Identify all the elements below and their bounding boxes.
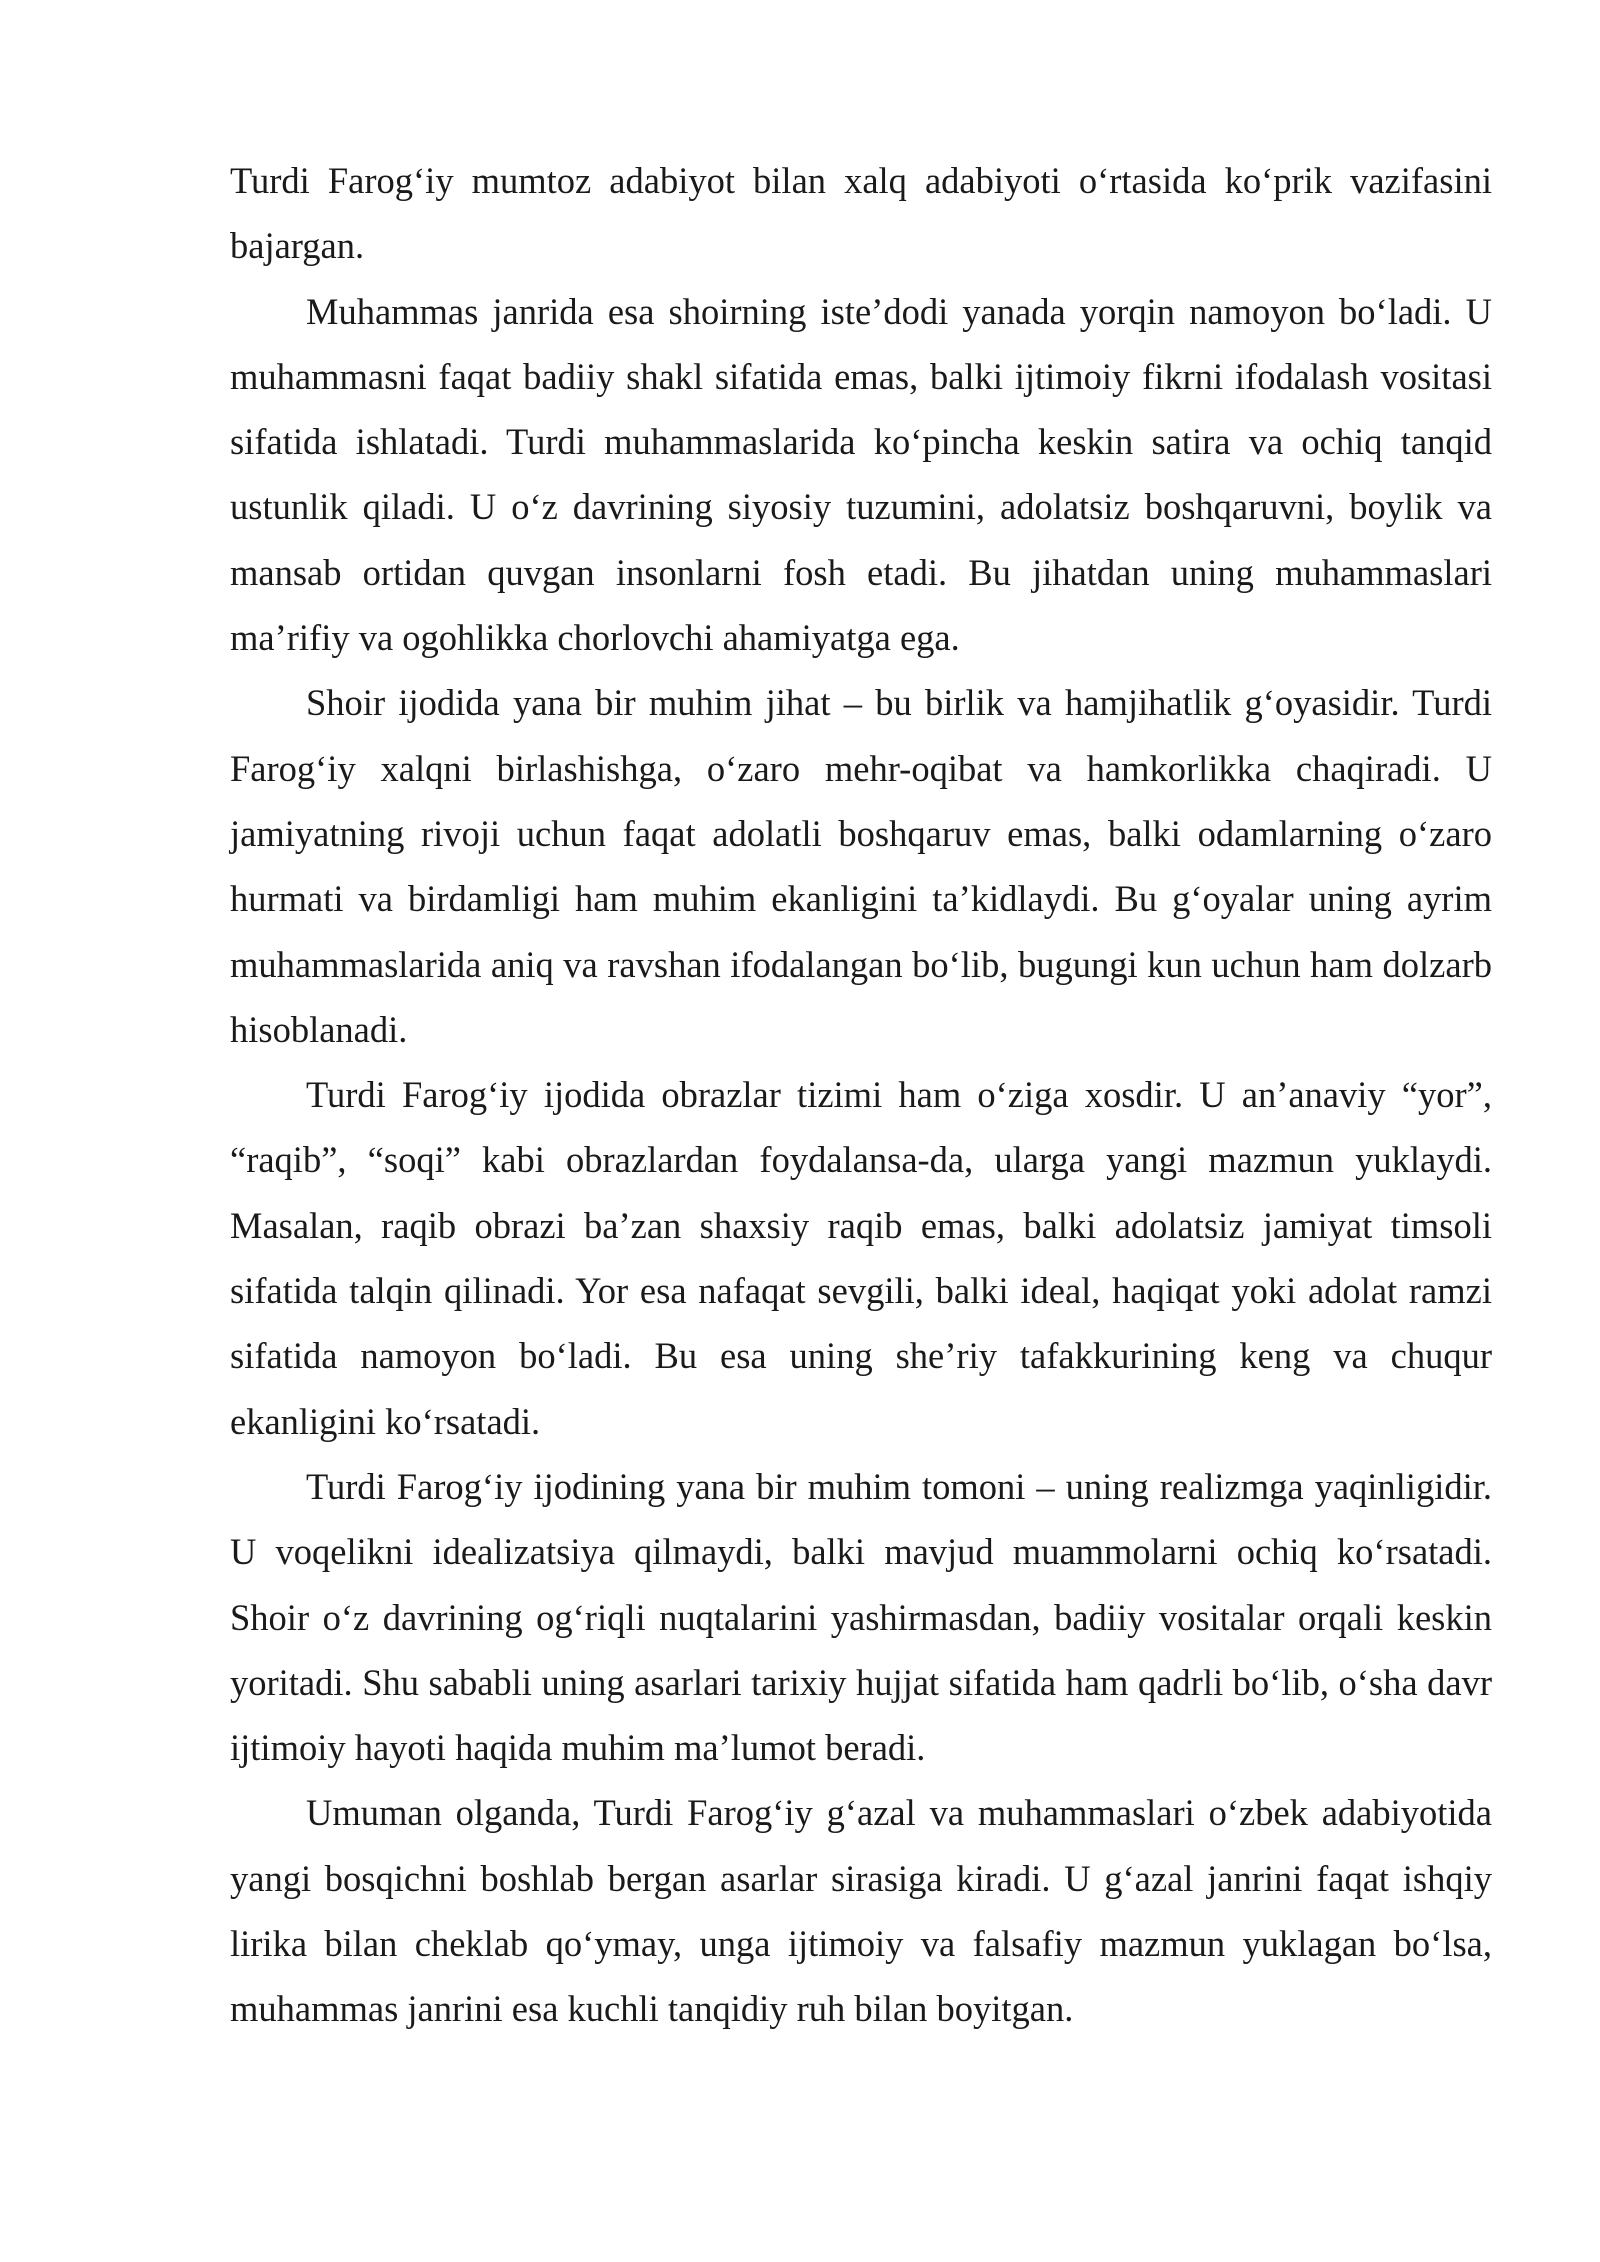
paragraph-continuation: Turdi Farog‘iy mumtoz adabiyot bilan xalq adabiyoti o‘rtasida ko‘prik vazifasini bajargan. (230, 160, 1492, 267)
paragraph-realism: Turdi Farog‘iy ijodining yana bir muhim tomoni – uning realizmga yaqinligidir. U voqelikni idealizatsiya qilmaydi, balki mavjud muammolarni ochiq ko‘rsatadi. Shoir o‘z davrining og‘riqli nuqtalarini yashirmasdan, badiiy vositalar orqali keskin yoritadi. Shu sababli uning asarlari tarixiy hujjat sifatida ham qadrli bo‘lib, o‘sha davr ijtimoiy hayoti haqida muhim ma’lumot beradi. (230, 1465, 1492, 1769)
paragraph-conclusion: Umuman olganda, Turdi Farog‘iy g‘azal va muhammaslari o‘zbek adabiyotida yangi bosqichni boshlab bergan asarlar sirasiga kiradi. U g‘azal janrini faqat ishqiy lirika bilan cheklab qo‘ymay, unga ijtimoiy va falsafiy mazmun yuklagan bo‘lsa, muhammas janrini esa kuchli tanqidiy ruh bilan boyitgan. (230, 1792, 1492, 2030)
paragraph-imagery: Turdi Farog‘iy ijodida obrazlar tizimi ham o‘ziga xosdir. U an’anaviy “yor”, “raqib”, “soqi” kabi obrazlardan foydalansa-da, ularga yangi mazmun yuklaydi. Masalan, raqib obrazi ba’zan shaxsiy raqib emas, balki adolatsiz jamiyat timsoli sifatida talqin qilinadi. Yor esa nafaqat sevgili, balki ideal, haqiqat yoki adolat ramzi sifatida namoyon bo‘ladi. Bu esa uning she’riy tafakkurining keng va chuqur ekanligini ko‘rsatadi. (230, 1074, 1492, 1442)
body-text (230, 148, 1492, 2042)
paragraph-muhammas: Muhammas janrida esa shoirning iste’dodi yanada yorqin namoyon bo‘ladi. U muhammasni faqat badiiy shakl sifatida emas, balki ijtimoiy fikrni ifodalash vositasi sifatida ishlatadi. Turdi muhammaslarida ko‘pincha keskin satira va ochiq tanqid ustunlik qiladi. U o‘z davrining siyosiy tuzumini, adolatsiz boshqaruvni, boylik va mansab ortidan quvgan insonlarni fosh etadi. Bu jihatdan uning muhammaslari ma’rifiy va ogohlikka chorlovchi ahamiyatga ega. (230, 290, 1492, 659)
paragraph-unity: Shoir ijodida yana bir muhim jihat – bu birlik va hamjihatlik g‘oyasidir. Turdi Farog‘iy xalqni birlashishga, o‘zaro mehr-oqibat va hamkorlikka chaqiradi. U jamiyatning rivoji uchun faqat adolatli boshqaruv emas, balki odamlarning o‘zaro hurmati va birdamligi ham muhim ekanligini ta’kidlaydi. Bu g‘oyalar uning ayrim muhammaslarida aniq va ravshan ifodalangan bo‘lib, bugungi kun uchun ham dolzarb hisoblanadi. (230, 682, 1492, 1050)
